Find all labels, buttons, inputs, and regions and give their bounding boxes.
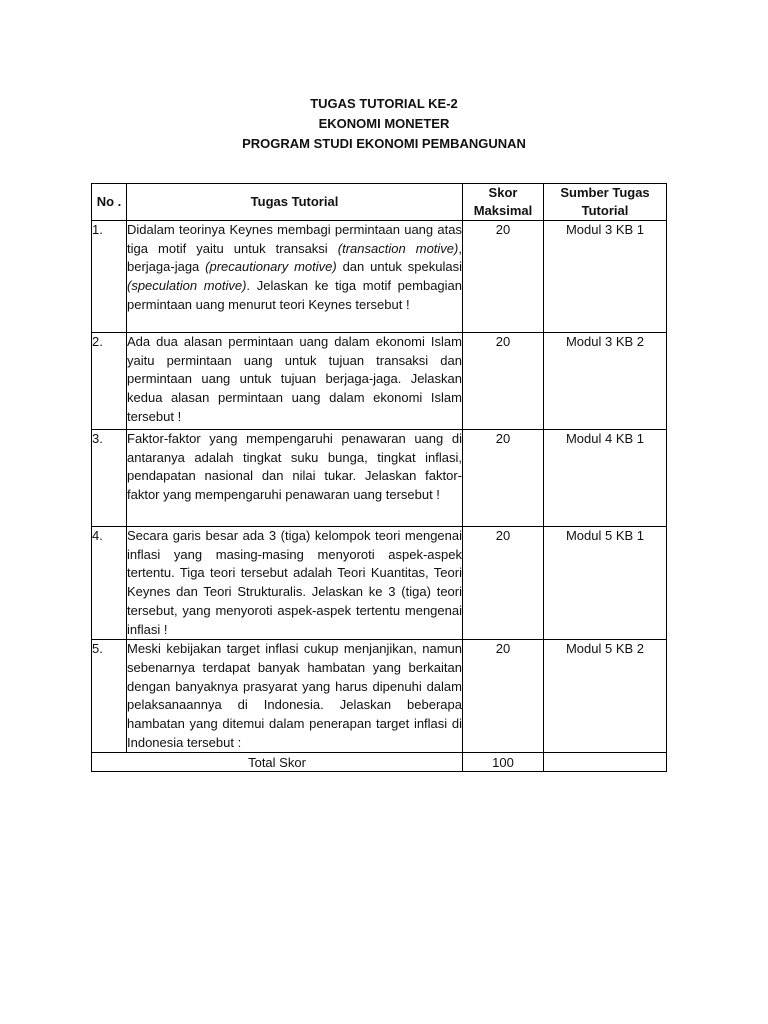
task-text: Meski kebijakan target inflasi cukup menjanjikan, namun sebenarnya terdapat banyak hambatan yang berkaitan dengan banyaknya prasyarat yang harus dipenuhi dalam pelaksanaannya di Indonesia. Jelaskan beberapa hambatan yang ditemui dalam penerapan target inflasi di Indonesia tersebut : <box>127 640 463 753</box>
table-row <box>92 221 667 333</box>
table-header-row <box>92 184 667 221</box>
row-number: 3. <box>92 430 127 527</box>
header-no: No . <box>92 184 127 221</box>
total-row <box>92 753 667 772</box>
table-row <box>92 640 667 753</box>
max-score: 20 <box>463 527 544 640</box>
task-source: Modul 4 KB 1 <box>544 430 667 527</box>
title-line-3: PROGRAM STUDI EKONOMI PEMBANGUNAN <box>242 136 526 151</box>
table-row <box>92 430 667 527</box>
header-task: Tugas Tutorial <box>127 184 463 221</box>
header-source: Sumber Tugas Tutorial <box>544 184 667 221</box>
task-text: Faktor-faktor yang mempengaruhi penawaran uang di antaranya adalah tingkat suku bunga, tingkat inflasi, pendapatan nasional dan nilai tukar. Jelaskan faktor-faktor yang mempengaruhi penawaran uang tersebut ! <box>127 430 463 527</box>
table-row <box>92 333 667 430</box>
row-number: 2. <box>92 333 127 430</box>
row-number: 4. <box>92 527 127 640</box>
task-text: Didalam teorinya Keynes membagi permintaan uang atas tiga motif yaitu untuk transaksi (transaction motive), berjaga-jaga (precautionary motive) dan untuk spekulasi (speculation motive). Jelaskan ke tiga motif pembagian permintaan uang menurut teori Keynes tersebut ! <box>127 221 463 333</box>
row-number: 1. <box>92 221 127 333</box>
max-score: 20 <box>463 430 544 527</box>
total-score: 100 <box>463 753 544 772</box>
task-text: Secara garis besar ada 3 (tiga) kelompok teori mengenai inflasi yang masing-masing menyoroti aspek-aspek tertentu. Tiga teori tersebut adalah Teori Kuantitas, Teori Keynes dan Teori Strukturalis. Jelaskan ke 3 (tiga) teori tersebut, yang menyoroti aspek-aspek tertentu mengenai inflasi ! <box>127 527 463 640</box>
task-source: Modul 3 KB 2 <box>544 333 667 430</box>
title-line-1: TUGAS TUTORIAL KE-2 <box>310 96 458 111</box>
task-text: Ada dua alasan permintaan uang dalam ekonomi Islam yaitu permintaan uang untuk tujuan transaksi dan permintaan uang untuk tujuan berjaga-jaga. Jelaskan kedua alasan permintaan uang dalam ekonomi Islam tersebut ! <box>127 333 463 430</box>
task-source: Modul 3 KB 1 <box>544 221 667 333</box>
table-row <box>92 527 667 640</box>
total-label: Total Skor <box>92 753 463 772</box>
total-source <box>544 753 667 772</box>
row-number: 5. <box>92 640 127 753</box>
max-score: 20 <box>463 221 544 333</box>
max-score: 20 <box>463 640 544 753</box>
tutorial-task-table <box>91 183 667 772</box>
title-line-2: EKONOMI MONETER <box>318 116 450 131</box>
header-score: Skor Maksimal <box>463 184 544 221</box>
task-source: Modul 5 KB 2 <box>544 640 667 753</box>
task-source: Modul 5 KB 1 <box>544 527 667 640</box>
max-score: 20 <box>463 333 544 430</box>
document-title <box>0 94 768 154</box>
